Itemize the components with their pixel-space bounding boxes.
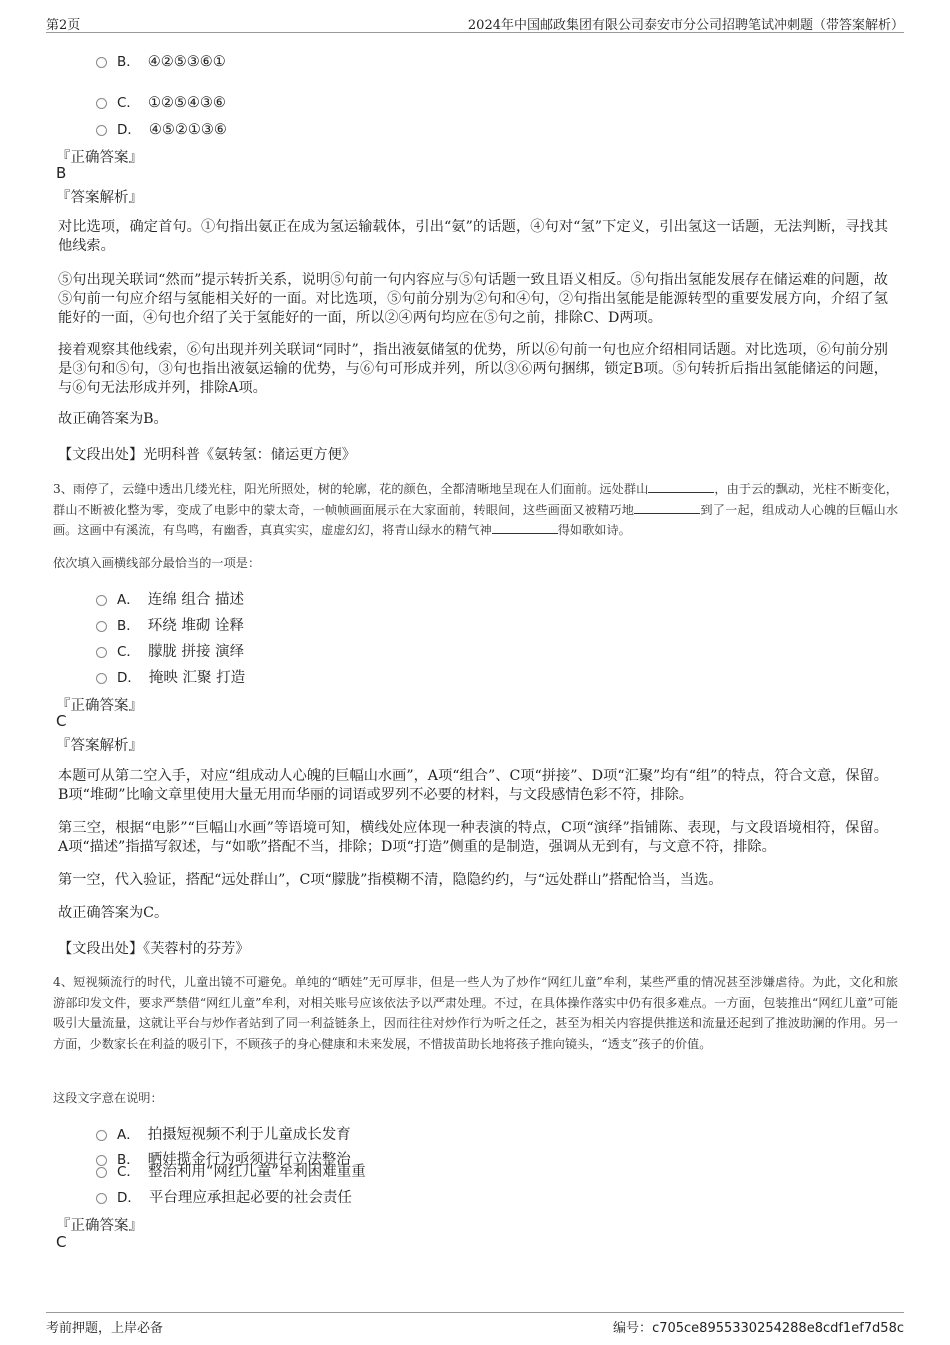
analysis-paragraph: 本题可从第二空入手，对应“组成动人心魄的巨幅山水画”，A项“组合”、C项“拼接”、D项“汇聚”均有“组”的特点，符合文意，保留。B项“堆砌”比喻文章里使用大量无用而华丽的词语或罗列不必要的材料，与文段感情色彩不符，排除。 [58, 768, 888, 803]
correct-answer: B [56, 164, 67, 182]
radio-icon[interactable] [96, 98, 107, 109]
fill-blank [634, 501, 700, 514]
option-d[interactable]: D． 掩映 汇聚 打造 [96, 666, 245, 686]
radio-icon[interactable] [96, 1130, 107, 1141]
document-title: 2024年中国邮政集团有限公司泰安市分公司招聘笔试冲刺题（带答案解析） [467, 18, 904, 33]
correct-answer: C [56, 1233, 67, 1251]
page-number: 第2页 [46, 18, 81, 33]
text-source: 【文段出处】《芙蓉村的芬芳》 [58, 941, 250, 957]
analysis-conclusion: 故正确答案为B。 [58, 411, 168, 427]
fill-blank [492, 521, 558, 534]
footer-slogan: 考前押题，上岸必备 [46, 1321, 164, 1336]
analysis-paragraph: 对比选项，确定首句。①句指出氨正在成为氢运输载体，引出“氨”的话题，④句对“氢”下定义，引出氢这一话题，无法判断，寻找其他线索。 [58, 219, 888, 254]
question-4-text: 4、短视频流行的时代，儿童出镜不可避免。单纯的“晒娃”无可厚非，但是一些人为了炒作“网红儿童”牟利，某些严重的情况甚至涉嫌虐待。为此，文化和旅游部印发文件，要求严禁借“网红儿童”牟利，对相关账号应该依法予以严肃处理。不过，在具体操作落实中仍有很多难点。一方面，包装推出“网红儿童”可能吸引大量流量，这就让平台与炒作者站到了同一利益链条上，因而往往对炒作行为听之任之，甚至为相关内容提供推送和流量还起到了推波助澜的作用。另一方面，少数家长在利益的吸引下，不顾孩子的身心健康和未来发展，不惜拔苗助长地将孩子推向镜头，“透支”孩子的价值。 [53, 975, 898, 1051]
radio-icon[interactable] [96, 125, 107, 136]
option-c[interactable]: C． ①②⑤④③⑥ [96, 91, 226, 111]
radio-icon[interactable] [96, 673, 107, 684]
page-footer [46, 1312, 904, 1341]
correct-answer: C [56, 712, 67, 730]
radio-icon[interactable] [96, 595, 107, 606]
analysis-paragraph: 第三空，根据“电影”“巨幅山水画”等语境可知，横线处应体现一种表演的特点，C项“演绎”指铺陈、表现，与文段语境相符，保留。A项“描述”指描写叙述，与“如歌”搭配不当，排除；D项“打造”侧重的是制造，强调从无到有，与文意不符，排除。 [58, 820, 888, 855]
text-source: 【文段出处】光明科普《氨转氢：储运更方便》 [58, 447, 356, 463]
option-d[interactable]: D． ④⑤②①③⑥ [96, 118, 227, 138]
option-a[interactable]: A． 连绵 组合 描述 [96, 588, 244, 608]
analysis-paragraph: ⑤句出现关联词“然而”提示转折关系，说明⑤句前一句内容应与⑤句话题一致且语义相反。⑤句指出氢能发展存在储运难的问题，故⑤句前一句应介绍与氢能相关好的一面。对比选项，⑤句前分别为②句和④句，②句指出氢能是能源转型的重要发展方向，介绍了氢能好的一面，④句也介绍了关于氢能好的一面，所以②④两句均应在⑤句之前，排除C、D两项。 [58, 272, 888, 326]
analysis-paragraph: 第一空，代入验证，搭配“远处群山”，C项“朦胧”指模糊不清，隐隐约约，与“远处群山”搭配恰当，当选。 [58, 872, 723, 888]
question-prompt: 这段文字意在说明： [53, 1091, 163, 1105]
page-header [46, 10, 904, 33]
option-c[interactable]: C． 朦胧 拼接 演绎 [96, 640, 244, 660]
option-b[interactable]: B． ④②⑤③⑥① [96, 50, 226, 70]
correct-answer-label: 『正确答案』 [56, 1218, 143, 1234]
analysis-label: 『答案解析』 [56, 190, 143, 206]
analysis-label: 『答案解析』 [56, 738, 143, 754]
radio-icon[interactable] [96, 621, 107, 632]
radio-icon[interactable] [96, 1193, 107, 1204]
question-3-text: 3、雨停了，云缝中透出几缕光柱，阳光所照处，树的轮廓，花的颜色，全都清晰地呈现在人们面前。远处群山 ，由于云的飘动，光柱不断变化，群山不断被化整为零，变成了电影中的蒙太奇，一帧帧画面展示在大家面前，转眼间，这些画面又被精巧地 到了一起，组成动人心魄的巨幅山水画。这画中有溪流，有鸟鸣，有幽香，真真实实，虚虚幻幻，将青山绿水的精气神 得如歌如诗。 [53, 482, 899, 537]
option-c[interactable]: C． 整治利用“网红儿童”牟利困难重重 [96, 1160, 366, 1180]
option-d[interactable]: D． 平台理应承担起必要的社会责任 [96, 1186, 352, 1206]
analysis-conclusion: 故正确答案为C。 [58, 905, 169, 921]
option-b[interactable]: B． 晒娃揽金行为亟须进行立法整治 [96, 1148, 351, 1168]
option-a[interactable]: A． 拍摄短视频不利于儿童成长发育 [96, 1123, 351, 1143]
correct-answer-label: 『正确答案』 [56, 150, 143, 166]
document-id: 编号：c705ce8955330254288e8cdf1ef7d58c [613, 1321, 904, 1336]
analysis-paragraph: 接着观察其他线索，⑥句出现并列关联词“同时”，指出液氨储氢的优势，所以⑥句前一句也应介绍相同话题。对比选项，⑥句前分别是③句和⑤句，③句也指出液氨运输的优势，与⑥句可形成并列，所以③⑥两句捆绑，锁定B项。⑤句转折后指出氢能储运的问题，与⑥句无法形成并列，排除A项。 [58, 342, 888, 396]
radio-icon[interactable] [96, 57, 107, 68]
correct-answer-label: 『正确答案』 [56, 698, 143, 714]
radio-icon[interactable] [96, 1167, 107, 1178]
radio-icon[interactable] [96, 647, 107, 658]
question-prompt: 依次填入画横线部分最恰当的一项是： [53, 556, 261, 570]
fill-blank [648, 480, 714, 493]
option-b[interactable]: B． 环绕 堆砌 诠释 [96, 614, 244, 634]
